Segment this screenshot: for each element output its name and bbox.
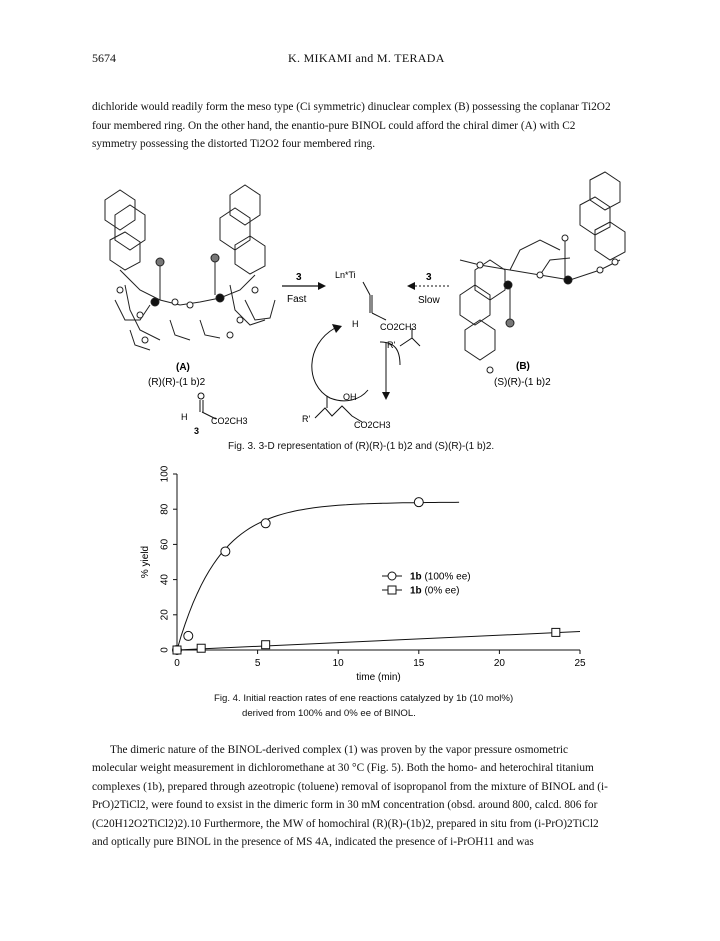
product-ester-label: CO2CH3 — [354, 420, 391, 430]
figure-4-caption-line-1: Fig. 4. Initial reaction rates of ene reactions catalyzed by 1b (10 mol%) — [214, 693, 514, 704]
product-oh-label: OH — [343, 392, 357, 402]
molecule-B-formula: (S)(R)-(1 b)2 — [494, 377, 551, 388]
legend-marker-100ee — [388, 572, 396, 580]
y-tick-label: 20 — [159, 609, 171, 621]
x-axis-label: time (min) — [356, 672, 401, 682]
x-tick-label: 5 — [254, 658, 261, 669]
cycle-arc — [312, 328, 368, 401]
complex-metal-label: Ln*Ti — [335, 270, 356, 280]
legend-label — [410, 586, 459, 597]
glyoxylate-ester-label: CO2CH3 — [211, 416, 248, 426]
molecule-A-formula: (R)(R)-(1 b)2 — [148, 377, 206, 388]
series-100ee-point — [261, 519, 270, 528]
figure-4-caption — [214, 691, 513, 721]
legend-label-bold: 1b — [410, 571, 422, 583]
legend-label-rest: (100% ee) — [421, 571, 471, 583]
fast-arrow-number: 3 — [296, 272, 302, 283]
series-0ee-point — [552, 628, 560, 636]
molecule-B-drawing — [460, 172, 625, 373]
y-tick-label: 80 — [159, 503, 171, 515]
glyoxylate-h-label: H — [181, 412, 188, 422]
intro-paragraph-text: dichloride would readily form the meso type (Ci symmetric) dinuclear complex (B) possessing the coplanar Ti2O2 four membered ring. On the other hand, the enantio-pure BINOL could afford the chiral dimer (A) with C2 symmetry possessing the distorted Ti2O2 four membered ring. — [92, 101, 611, 151]
fast-arrow-label: Fast — [287, 294, 307, 305]
complex-bond — [363, 282, 370, 295]
x-tick-label: 0 — [174, 658, 180, 669]
product-r-label: R' — [302, 414, 311, 424]
x-tick-label: 15 — [413, 658, 425, 669]
series-0ee-point — [173, 646, 181, 654]
glyoxylate-number: 3 — [194, 426, 200, 436]
yield-chart — [130, 462, 600, 682]
y-axis-label: % yield — [140, 545, 151, 579]
olefin-r-label: R' — [387, 340, 396, 350]
figure-3 — [80, 170, 640, 440]
y-tick-label: 60 — [159, 538, 171, 550]
final-paragraph: The dimeric nature of the BINOL-derived complex (1) was proven by the vapor pressure osmometric molecular weight measurement in dichloromethane at 30 °C (Fig. 5). Both the homo- and heterochiral titanium complexes (1b), prepared through azeotropic (toluene) removal of isopropanol from the mixture of BINOL and (i-PrO)2TiCl2, were found to exsist in the dimeric form in 30 mM concentration (obsd. around 800, calcd. 806 for (C20H12O2TiCl2)2).10 Furthermore, the MW of homochiral (R)(R)-(1b)2, prepared in situ from (i-PrO)2TiCl2 and optically pure BINOL in the presence of MS 4A, indicated the presence of i-PrOH11 and was — [92, 744, 608, 849]
slow-arrow-number: 3 — [426, 272, 432, 283]
slow-arrow-label: Slow — [418, 295, 440, 306]
series-100ee-point — [221, 547, 230, 556]
molecule-A-drawing — [105, 185, 275, 350]
x-tick-label: 25 — [574, 658, 586, 669]
figure-4-caption-line-2: derived from 100% and 0% ee of BINOL. — [242, 708, 416, 719]
page-number: 5674 — [92, 51, 116, 65]
x-tick-label: 10 — [332, 658, 344, 669]
complex-h-label: H — [352, 319, 359, 329]
glyoxylate-oxygen — [198, 393, 204, 399]
legend-label — [410, 572, 471, 583]
legend-label-bold: 1b — [410, 585, 422, 597]
running-title: K. MIKAMI and M. TERADA — [288, 51, 445, 65]
glyoxylate-carbonyl — [200, 400, 203, 412]
series-100ee-point — [184, 631, 193, 640]
x-tick-label: 20 — [493, 658, 505, 669]
y-tick-label: 0 — [159, 647, 171, 653]
y-tick-label: 40 — [159, 574, 171, 586]
complex-ester-bond — [372, 313, 386, 320]
figure-3-caption: Fig. 3. 3-D representation of (R)(R)-(1 b)2 and (S)(R)-(1 b)2. — [228, 441, 495, 452]
intro-paragraph — [92, 98, 612, 154]
series-100ee-point — [414, 498, 423, 507]
slow-arrowhead — [407, 282, 415, 290]
legend-label-rest: (0% ee) — [421, 585, 460, 597]
series-0ee-point — [197, 644, 205, 652]
molecule-B-label: (B) — [516, 361, 530, 372]
series-0ee-curve — [177, 632, 580, 650]
product-arrowhead — [382, 392, 390, 400]
y-tick-label: 100 — [159, 465, 171, 483]
molecule-A-label: (A) — [176, 362, 190, 373]
complex-ester-label: CO2CH3 — [380, 322, 417, 332]
series-0ee-point — [262, 641, 270, 649]
legend-marker-0ee — [388, 586, 396, 594]
fast-arrowhead — [318, 282, 326, 290]
